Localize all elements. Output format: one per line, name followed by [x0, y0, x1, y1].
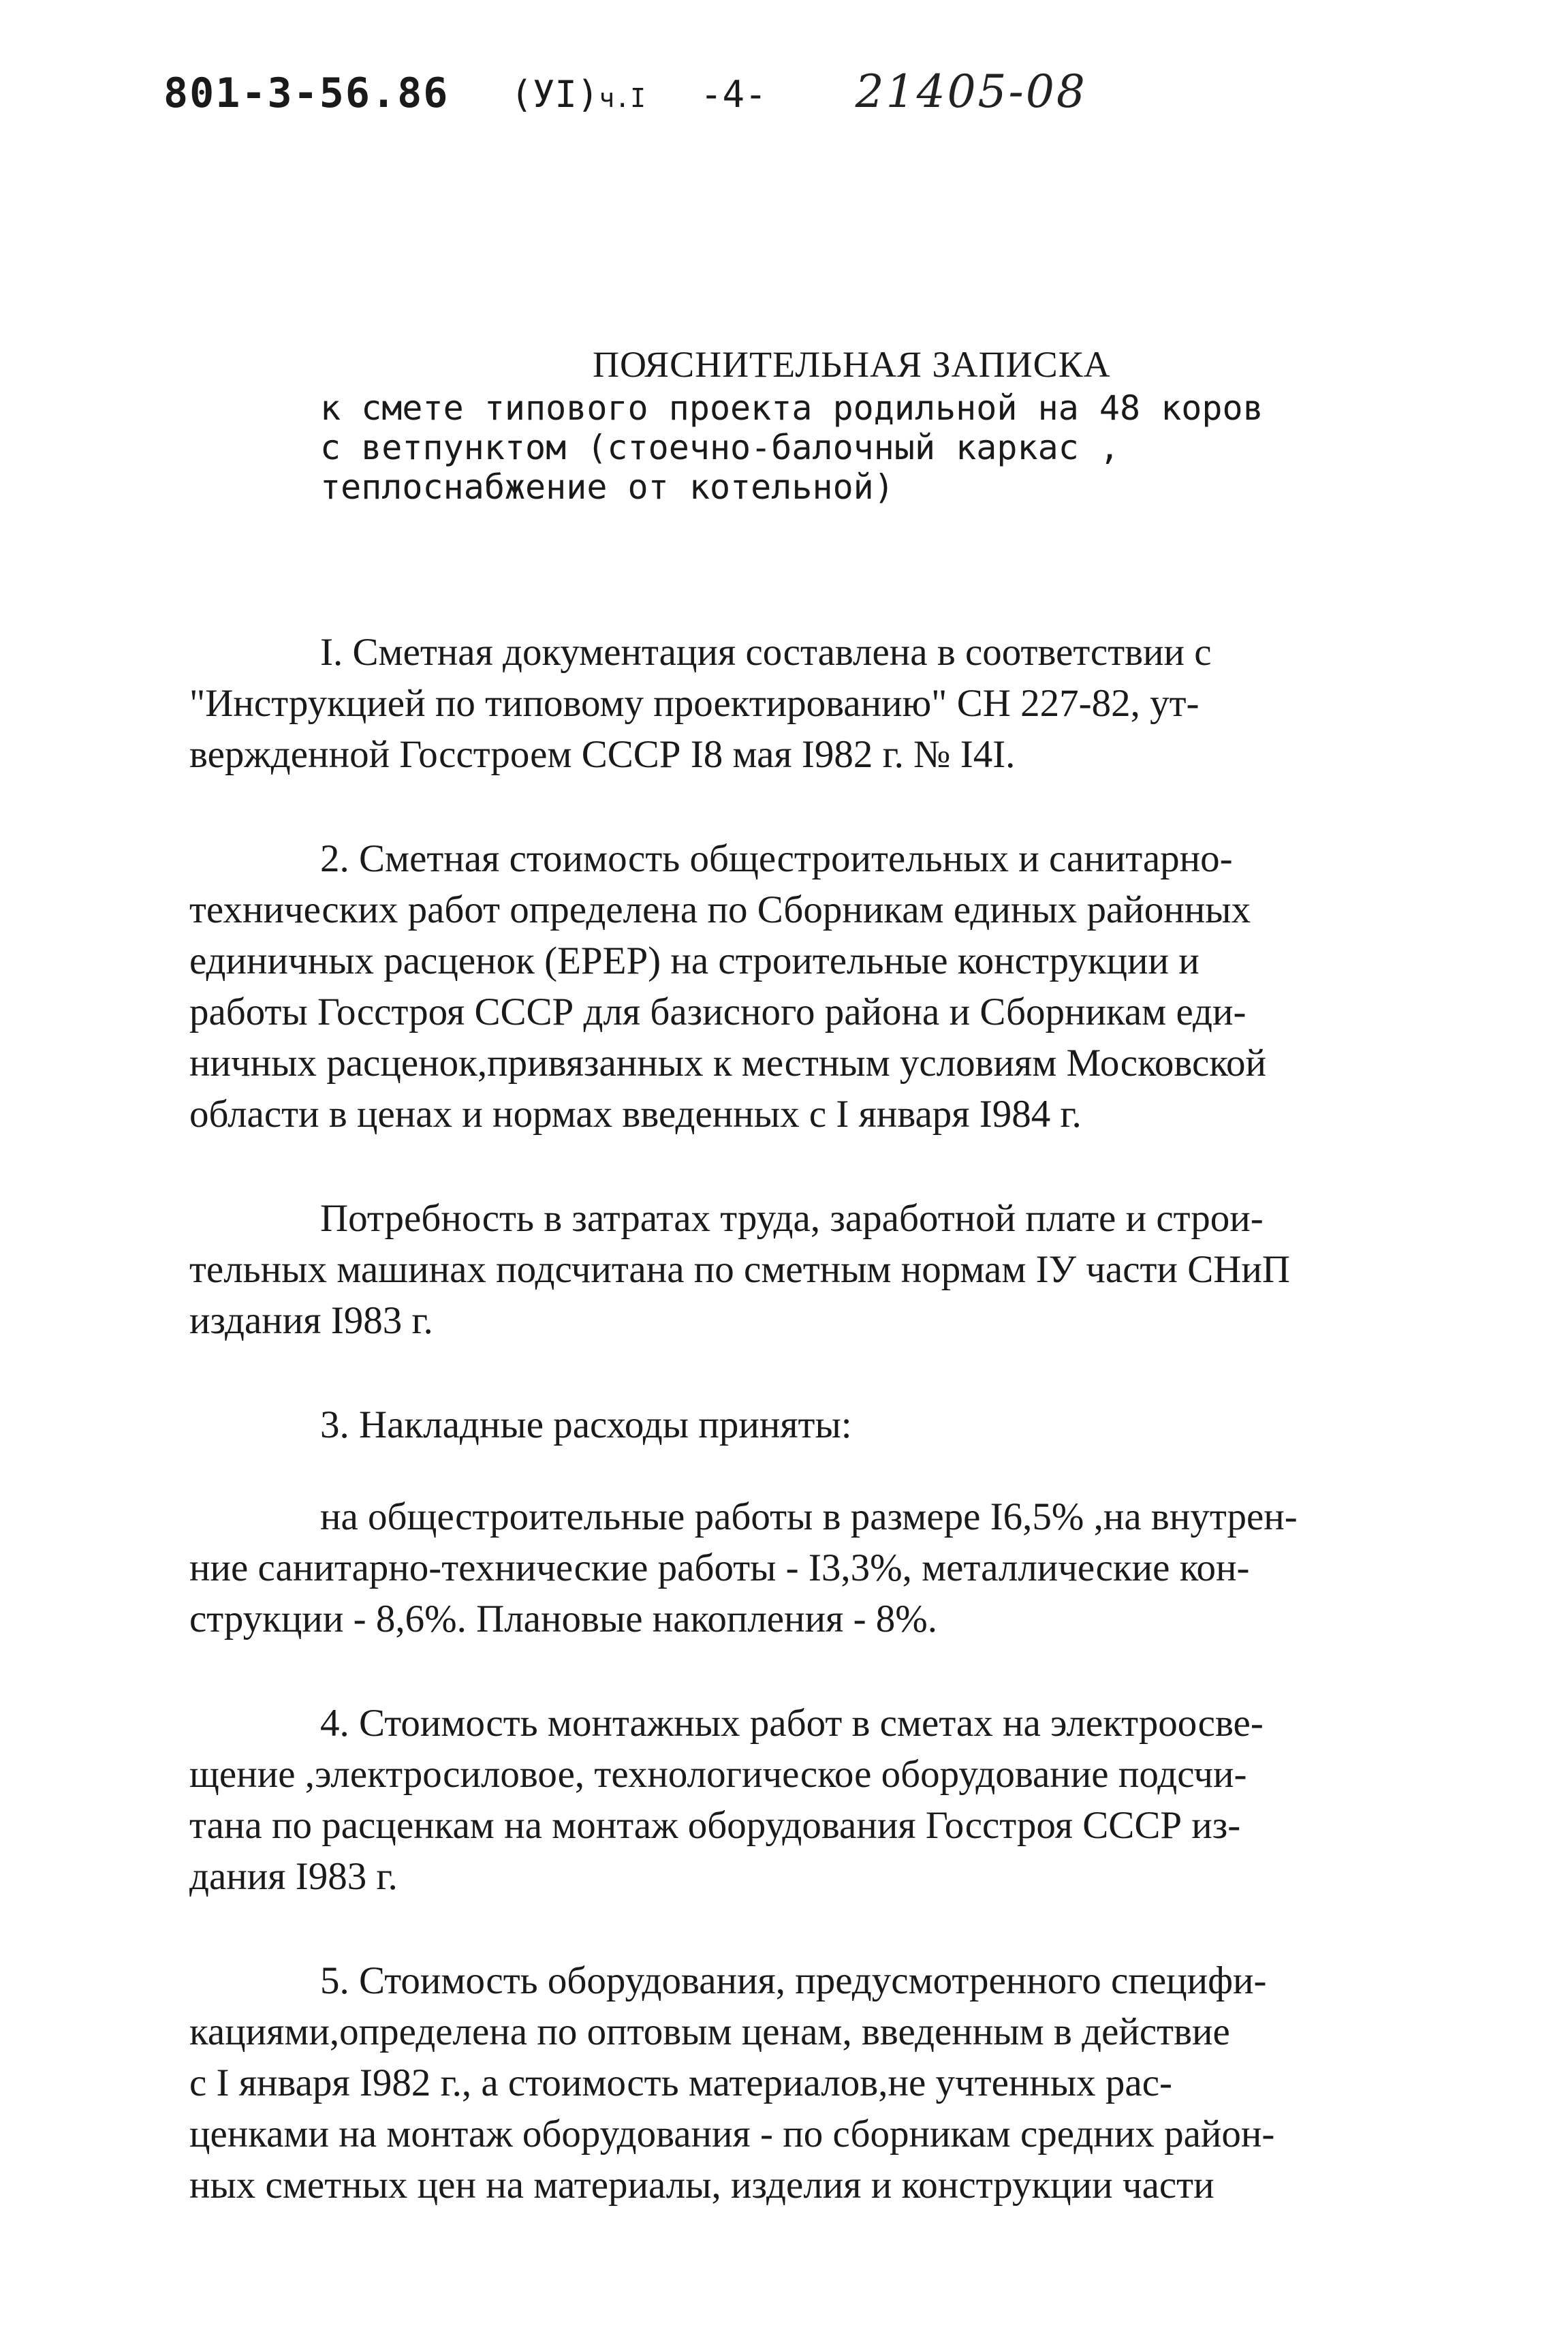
page-number: -4-: [700, 73, 767, 116]
text-line: Потребность в затратах труда, заработной плате и строи-: [320, 1197, 1264, 1240]
document-body: [189, 627, 1497, 2264]
text-line: работы Госстроя СССР для базисного района и Сборникам еди-: [189, 991, 1246, 1033]
paragraph-6: [189, 1698, 1497, 1902]
text-line: области в ценах и нормах введенных с I января I984 г.: [189, 1093, 1082, 1136]
subtitle-line: теплоснабжение от котельной): [320, 467, 894, 507]
text-line: ничных расценок,привязанных к местным условиям Московской: [189, 1042, 1267, 1085]
text-line: издания I983 г.: [189, 1299, 433, 1342]
subtitle-line: к смете типового проекта родильной на 48 коров: [320, 388, 1264, 428]
text-line: дания I983 г.: [189, 1855, 398, 1898]
part-roman: (УI): [510, 73, 599, 116]
text-line: 5. Стоимость оборудования, предусмотренного специфи-: [320, 1959, 1267, 2002]
page-title: ПОЯСНИТЕЛЬНАЯ ЗАПИСКА: [593, 344, 1111, 385]
text-line: "Инструкцией по типовому проектированию" СН 227-82, ут-: [189, 682, 1199, 725]
text-line: единичных расценок (ЕРЕР) на строительные конструкции и: [189, 939, 1199, 982]
text-line: вержденной Госстроем СССР I8 мая I982 г. № I4I.: [189, 733, 1016, 776]
text-line: тана по расценкам на монтаж оборудования Госстроя СССР из-: [189, 1804, 1241, 1847]
paragraph-5: [189, 1491, 1497, 1645]
paragraph-2: [189, 833, 1497, 1140]
paragraph-1: [189, 627, 1497, 780]
text-line: ние санитарно-технические работы - I3,3%, металлические кон-: [189, 1546, 1250, 1589]
text-line: ценками на монтаж оборудования - по сборникам средних район-: [189, 2113, 1275, 2155]
paragraph-3: [189, 1193, 1497, 1346]
text-line: I. Сметная документация составлена в соответствии с: [320, 631, 1212, 674]
text-line: струкции - 8,6%. Плановые накопления - 8%.: [189, 1598, 938, 1640]
title-block: [320, 341, 1478, 507]
text-line: 2. Сметная стоимость общестроительных и санитарно-: [320, 837, 1233, 880]
subtitle-line: с ветпунктом (стоечно-балочный каркас ,: [320, 428, 1120, 467]
paragraph-7: [189, 1955, 1497, 2211]
text-line: 3. Накладные расходы приняты:: [320, 1403, 852, 1446]
text-line: с I января I982 г., а стоимость материалов,не учтенных рас-: [189, 2061, 1173, 2104]
document-header: [163, 65, 1087, 140]
text-line: 4. Стоимость монтажных работ в сметах на электроосве-: [320, 1702, 1264, 1745]
paragraph-4: [189, 1399, 1497, 1450]
text-line: щение ,электросиловое, технологическое оборудование подсчи-: [189, 1753, 1247, 1796]
part-suffix: ч.I: [599, 83, 646, 113]
text-line: на общестроительные работы в размере I6,5% ,на внутрен-: [320, 1495, 1298, 1538]
text-line: кациями,определена по оптовым ценам, введенным в действие: [189, 2010, 1230, 2053]
handwritten-number: 21405-08: [855, 65, 1087, 118]
text-line: тельных машинах подсчитана по сметным нормам IУ части СНиП: [189, 1248, 1291, 1291]
document-part: [510, 73, 646, 116]
document-code: 801-3-56.86: [163, 69, 450, 117]
text-line: ных сметных цен на материалы, изделия и конструкции части: [189, 2164, 1214, 2207]
text-line: технических работ определена по Сборникам единых районных: [189, 888, 1251, 931]
